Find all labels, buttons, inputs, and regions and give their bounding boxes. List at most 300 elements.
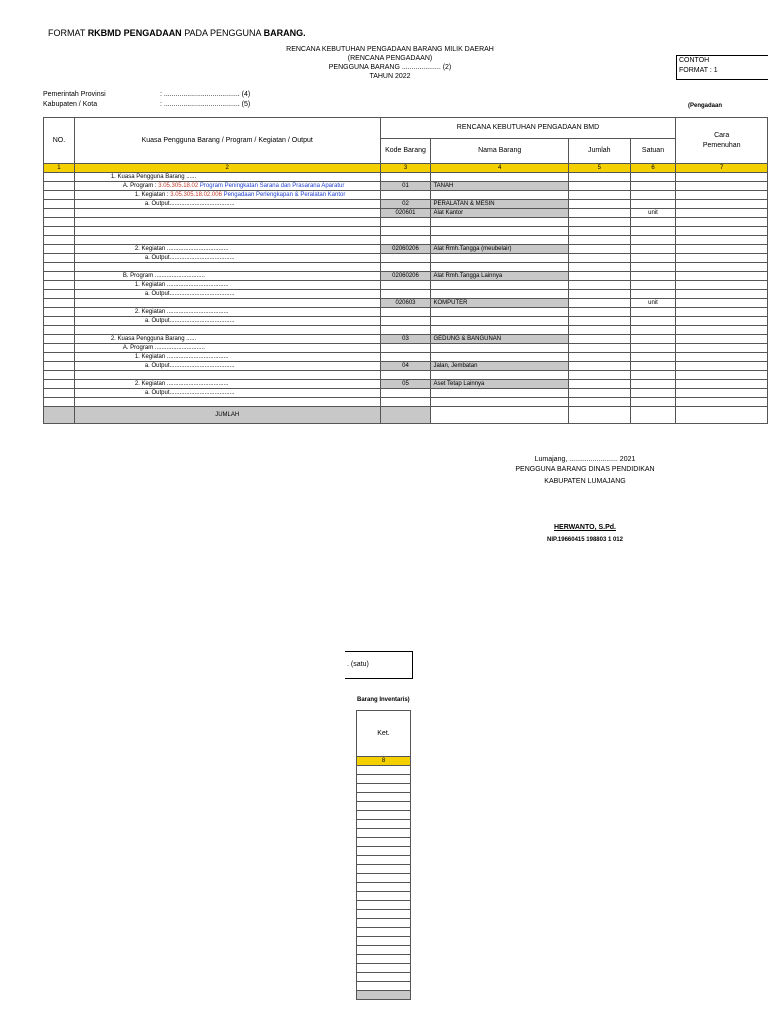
row-nama [431,317,569,326]
row-desc [74,326,380,335]
table-row [44,335,768,344]
ket-cell [357,802,411,811]
row-jumlah [568,380,630,389]
row-no [44,254,75,263]
row-nama: GEDUNG & BANGUNAN [431,335,569,344]
ket-cell [357,775,411,784]
ket-row [357,847,411,856]
ket-row [357,838,411,847]
row-desc-text: A. Program .............................. [122,345,205,351]
row-no [44,335,75,344]
row-desc [74,182,380,191]
row-cara [676,263,768,272]
ket-cell [357,784,411,793]
col-cara-header [676,118,768,164]
row-satuan [630,362,676,371]
row-nama [431,254,569,263]
ket-column-table [356,710,411,1000]
row-satuan [630,317,676,326]
row-kode: 05 [380,380,431,389]
row-no [44,272,75,281]
row-jumlah [568,173,630,182]
kab-label: Kabupaten / Kota [43,101,98,108]
row-desc-text: a. Output....................................... [144,318,235,324]
ket-cell [357,874,411,883]
row-desc [74,389,380,398]
table-row [44,263,768,272]
ket-cell [357,928,411,937]
ket-row [357,946,411,955]
row-desc [74,236,380,245]
row-kode: 02060206 [380,245,431,254]
row-desc [74,227,380,236]
row-cara [676,353,768,362]
col-kode-header: Kode Barang [380,139,431,164]
row-no [44,344,75,353]
row-desc-text: a. Output....................................... [144,390,235,396]
jumlah-cell [380,407,431,424]
row-nama [431,326,569,335]
col-nama-header: Nama Barang [431,139,569,164]
row-desc [74,173,380,182]
ket-cell [357,883,411,892]
prov-value: : ....................................... (4) [160,91,251,98]
ket-cell [357,973,411,982]
row-cara [676,317,768,326]
row-desc [74,398,380,407]
table-row [44,281,768,290]
row-satuan: unit [630,299,676,308]
row-jumlah [568,317,630,326]
row-desc [74,281,380,290]
row-no [44,173,75,182]
row-jumlah [568,200,630,209]
row-nama: Alat Rmh.Tangga (meubelair) [431,245,569,254]
row-no [44,389,75,398]
row-nama: Aset Tetap Lainnya [431,380,569,389]
sign-region: KABUPATEN LUMAJANG [544,478,626,485]
ket-row [357,964,411,973]
table-row [44,272,768,281]
row-satuan: unit [630,209,676,218]
row-desc-text: a. Output....................................... [144,201,235,207]
row-no [44,209,75,218]
row-jumlah [568,182,630,191]
ket-row [357,784,411,793]
row-satuan [630,353,676,362]
table-row [44,254,768,263]
row-nama [431,344,569,353]
col-num: 2 [74,164,380,173]
row-cara [676,254,768,263]
row-desc-text: 2. Kuasa Pengguna Barang ...... [110,336,197,342]
row-no [44,218,75,227]
ket-row [357,856,411,865]
row-kode: 020603 [380,299,431,308]
sign-place-date: Lumajang, ......................... 2021 [534,456,636,463]
row-satuan [630,182,676,191]
row-satuan [630,263,676,272]
table-row [44,308,768,317]
row-no [44,371,75,380]
format-bold-2: BARANG. [263,28,306,38]
ket-row [357,910,411,919]
table-row [44,398,768,407]
row-kode [380,389,431,398]
row-cara [676,272,768,281]
row-kode [380,398,431,407]
row-cara [676,299,768,308]
row-desc [74,335,380,344]
row-satuan [630,254,676,263]
ket-row [357,802,411,811]
row-kode: 02 [380,200,431,209]
row-jumlah [568,344,630,353]
row-kode [380,344,431,353]
row-jumlah [568,290,630,299]
row-satuan [630,371,676,380]
row-satuan [630,236,676,245]
ket-row [357,901,411,910]
ket-row [357,928,411,937]
ket-row [357,982,411,991]
document-subtitle-3: TAHUN 2022 [369,73,411,80]
ket-row [357,937,411,946]
document-subtitle-1: (RENCANA PENGADAAN) [347,55,433,62]
col-no-header: NO. [44,118,75,164]
format-number: FORMAT : 1 [679,67,718,74]
row-nama [431,398,569,407]
row-nama [431,389,569,398]
col-num: 3 [380,164,431,173]
row-code-highlight: 3.05.305.18.02.006 [170,192,222,198]
row-cara [676,227,768,236]
contoh-label: CONTOH [679,57,710,64]
row-kode: 02060206 [380,272,431,281]
kab-value: : ....................................... (5) [160,101,251,108]
row-nama [431,353,569,362]
row-cara [676,281,768,290]
row-satuan [630,398,676,407]
row-no [44,299,75,308]
row-nama [431,218,569,227]
satu-box [345,651,413,679]
row-desc [74,362,380,371]
table-row [44,389,768,398]
ket-row [357,973,411,982]
row-desc [74,380,380,389]
row-kode [380,236,431,245]
row-satuan [630,218,676,227]
ket-cell [357,838,411,847]
row-kode: 020601 [380,209,431,218]
row-jumlah [568,353,630,362]
row-desc-text: A. Program : [122,183,159,189]
row-kode: 04 [380,362,431,371]
row-jumlah [568,398,630,407]
satu-label: . (satu) [347,661,369,668]
row-no [44,353,75,362]
row-jumlah [568,299,630,308]
row-no [44,317,75,326]
col-jumlah-header: Jumlah [568,139,630,164]
row-cara [676,245,768,254]
row-desc [74,371,380,380]
sign-role: PENGGUNA BARANG DINAS PENDIDIKAN [515,466,655,473]
row-kode: 03 [380,335,431,344]
row-kode [380,191,431,200]
cara-label: Cara [714,131,730,139]
table-row [44,209,768,218]
row-nama: Alat Kantor [431,209,569,218]
table-row [44,344,768,353]
row-no [44,362,75,371]
row-desc [74,263,380,272]
row-desc [74,317,380,326]
ket-cell [357,847,411,856]
barang-inventaris-note: Barang Inventaris) [357,697,410,703]
table-row [44,362,768,371]
ket-row [357,793,411,802]
ket-cell [357,766,411,775]
row-satuan [630,191,676,200]
format-mid: PADA PENGGUNA [184,28,262,38]
row-code-highlight: 3.05.305.18.02 [158,183,199,189]
row-jumlah [568,272,630,281]
row-cara [676,182,768,191]
sign-nip: NIP.19660415 198803 1 012 [547,537,623,543]
row-satuan [630,335,676,344]
row-kode [380,281,431,290]
ket-row [357,865,411,874]
row-jumlah [568,254,630,263]
row-nama: Alat Rmh.Tangga Lainnya [431,272,569,281]
row-cara [676,290,768,299]
ket-cell [357,982,411,991]
row-cara [676,398,768,407]
ket-num: 8 [357,757,411,766]
ket-row [357,811,411,820]
row-no [44,263,75,272]
table-row [44,182,768,191]
row-desc-text: a. Output....................................... [144,363,235,369]
ket-row [357,874,411,883]
row-desc [74,290,380,299]
document-subtitle-2: PENGGUNA BARANG .................... (2) [328,64,452,71]
row-nama [431,236,569,245]
ket-row [357,820,411,829]
row-cara [676,209,768,218]
row-no [44,191,75,200]
row-nama [431,191,569,200]
row-desc [74,299,380,308]
row-jumlah [568,326,630,335]
row-desc [74,344,380,353]
row-desc-text: 1. Kegiatan ..................................... [134,282,229,288]
ket-cell [357,955,411,964]
row-desc [74,200,380,209]
table-row [44,380,768,389]
row-name-highlight: Program Peningkatan Sarana dan Prasarana Aparatur [198,183,345,189]
row-satuan [630,389,676,398]
pengadaan-note: (Pengadaan [688,103,723,109]
pemenuhan-label: Pemenuhan [702,141,741,149]
col-num: 7 [676,164,768,173]
ket-cell [357,829,411,838]
row-name-highlight: Pengadaan Perlengkapan & Peralatan Kantor [221,192,346,198]
row-kode [380,218,431,227]
row-satuan [630,344,676,353]
document-title: RENCANA KEBUTUHAN PENGADAAN BARANG MILIK DAERAH [286,46,494,53]
row-kode [380,254,431,263]
row-satuan [630,245,676,254]
row-desc-text: a. Output....................................... [144,255,235,261]
row-satuan [630,290,676,299]
jumlah-cell [44,407,75,424]
row-kode [380,227,431,236]
row-desc [74,218,380,227]
row-cara [676,362,768,371]
prov-label: Pemerintah Provinsi [43,91,106,98]
row-no [44,227,75,236]
row-satuan [630,173,676,182]
col-kuasa-header: Kuasa Pengguna Barang / Program / Kegiatan / Output [74,118,380,164]
row-kode: 01 [380,182,431,191]
table-row [44,290,768,299]
ket-row [357,766,411,775]
ket-cell [357,856,411,865]
row-desc-text: 2. Kegiatan ..................................... [134,246,229,252]
row-no [44,326,75,335]
row-desc-text: 1. Kegiatan ..................................... [134,354,229,360]
row-jumlah [568,245,630,254]
row-cara [676,191,768,200]
jumlah-label: JUMLAH [74,407,380,424]
table-row [44,326,768,335]
row-kode [380,173,431,182]
row-nama [431,281,569,290]
row-satuan [630,200,676,209]
row-no [44,236,75,245]
ket-cell [357,910,411,919]
ket-row [357,829,411,838]
table-row [44,353,768,362]
jumlah-cell [630,407,676,424]
ket-row [357,919,411,928]
row-desc [74,254,380,263]
ket-header: Ket. [357,711,411,757]
row-desc [74,308,380,317]
row-kode [380,371,431,380]
ket-cell [357,892,411,901]
table-row [44,245,768,254]
row-no [44,398,75,407]
row-satuan [630,380,676,389]
row-jumlah [568,218,630,227]
row-no [44,182,75,191]
row-satuan [630,281,676,290]
row-jumlah [568,389,630,398]
table-row [44,218,768,227]
row-desc-text: 1. Kegiatan : [134,192,171,198]
ket-cell [357,937,411,946]
row-nama [431,263,569,272]
row-desc-text: a. Output....................................... [144,291,235,297]
row-jumlah [568,236,630,245]
table-row [44,371,768,380]
row-cara [676,236,768,245]
row-kode [380,290,431,299]
row-jumlah [568,281,630,290]
row-desc [74,191,380,200]
row-nama: PERALATAN & MESIN [431,200,569,209]
row-satuan [630,272,676,281]
format-prefix: FORMAT [48,28,86,38]
row-no [44,200,75,209]
row-satuan [630,227,676,236]
row-cara [676,371,768,380]
ket-row [357,991,411,1000]
row-cara [676,326,768,335]
table-row [44,227,768,236]
table-row [44,299,768,308]
row-cara [676,173,768,182]
jumlah-cell [568,407,630,424]
row-desc-text: 2. Kegiatan ..................................... [134,309,229,315]
ket-row [357,775,411,784]
row-kode [380,308,431,317]
ket-cell [357,901,411,910]
format-bold-1: RKBMD PENGADAAN [87,28,182,38]
row-jumlah [568,371,630,380]
row-jumlah [568,263,630,272]
jumlah-cell [676,407,768,424]
format-line [48,28,306,38]
row-kode [380,326,431,335]
row-nama [431,227,569,236]
row-no [44,380,75,389]
ket-row [357,955,411,964]
col-num: 1 [44,164,75,173]
ket-cell [357,865,411,874]
row-satuan [630,308,676,317]
row-desc [74,209,380,218]
group-rkbmd-header: RENCANA KEBUTUHAN PENGADAAN BMD [380,118,676,139]
row-nama [431,371,569,380]
col-num: 4 [431,164,569,173]
row-nama: TANAH [431,182,569,191]
sign-name: HERWANTO, S.Pd. [554,524,616,531]
col-num: 6 [630,164,676,173]
row-desc [74,272,380,281]
row-jumlah [568,308,630,317]
row-satuan [630,326,676,335]
row-desc-text: B. Program .............................. [122,273,205,279]
row-desc-text: 2. Kegiatan ..................................... [134,381,229,387]
row-cara [676,308,768,317]
ket-row [357,883,411,892]
ket-cell [357,919,411,928]
table-body [44,173,768,407]
table-row [44,317,768,326]
row-kode [380,317,431,326]
row-nama: Jalan, Jembatan [431,362,569,371]
row-desc-text: 1. Kuasa Pengguna Barang ...... [110,174,197,180]
ket-body [357,766,411,1000]
contoh-format-box [676,55,768,80]
row-jumlah [568,191,630,200]
row-desc [74,353,380,362]
